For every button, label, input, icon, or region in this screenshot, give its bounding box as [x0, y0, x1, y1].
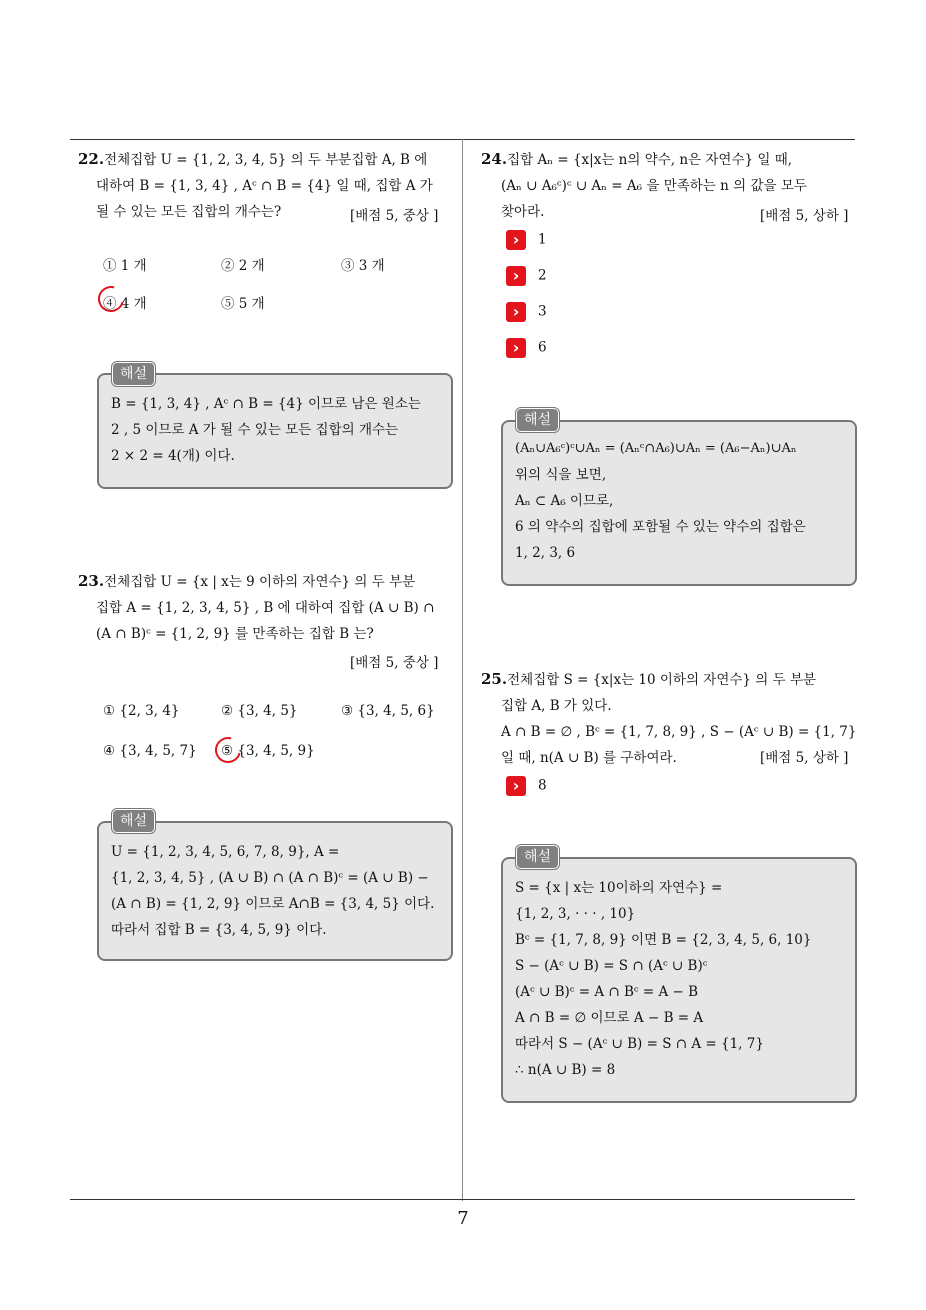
answer-value: 8 — [538, 777, 547, 794]
solution-line: S − (Aᶜ ∪ B) = S ∩ (Aᶜ ∪ B)ᶜ — [515, 958, 708, 974]
solution-line: 따라서 집합 B = {3, 4, 5, 9} 이다. — [111, 922, 327, 938]
solution-line: 위의 식을 보면, — [515, 467, 607, 483]
solution-box-24 — [501, 420, 857, 586]
solution-line: (Aₙ∪A₆ᶜ)ᶜ∪Aₙ = (Aₙᶜ∩A₆)∪Aₙ = (A₆−Aₙ)∪Aₙ — [515, 441, 797, 456]
solution-line: (Aᶜ ∪ B)ᶜ = A ∩ Bᶜ = A − B — [515, 984, 699, 1000]
question-text: 전체집합 U = {1, 2, 3, 4, 5} 의 두 부분집합 A, B 에 — [104, 152, 428, 168]
question-number: 23. — [78, 572, 105, 590]
question-23 — [78, 568, 456, 647]
question-number: 25. — [481, 670, 508, 688]
question-text: 일 때, n(A ∪ B) 를 구하여라. — [501, 750, 677, 766]
solution-line: B = {1, 3, 4} , Aᶜ ∩ B = {4} 이므로 남은 원소는 — [111, 396, 421, 412]
choice-2[interactable]: ② {3, 4, 5} — [221, 703, 298, 719]
question-text: 전체집합 S = {x|x는 10 이하의 자연수} 의 두 부분 — [507, 672, 817, 688]
solution-line: {1, 2, 3, 4, 5} , (A ∪ B) ∩ (A ∩ B)ᶜ = (A ∪ B) − — [111, 870, 429, 886]
points-label: [배점 5, 상하 ] — [760, 750, 849, 766]
question-text: 찾아라. — [501, 204, 545, 220]
chevron-right-icon: › — [506, 776, 526, 796]
solution-box-23 — [97, 821, 453, 961]
solution-tag: 해설 — [112, 809, 155, 833]
solution-line: ∴ n(A ∪ B) = 8 — [515, 1062, 616, 1078]
solution-line: (A ∩ B) = {1, 2, 9} 이므로 A∩B = {3, 4, 5} 이다. — [111, 896, 435, 912]
solution-line: 2 × 2 = 4(개) 이다. — [111, 448, 235, 464]
column-divider — [462, 139, 463, 1201]
solution-line: 1, 2, 3, 6 — [515, 545, 576, 561]
question-text: (A ∩ B)ᶜ = {1, 2, 9} 를 만족하는 집합 B 는? — [96, 626, 374, 642]
question-text: (Aₙ ∪ A₆ᶜ)ᶜ ∪ Aₙ = A₆ 을 만족하는 n 의 값을 모두 — [501, 178, 807, 194]
choice-5[interactable]: ⑤ {3, 4, 5, 9} — [221, 743, 315, 759]
bottom-rule — [70, 1199, 855, 1200]
points-label: [배점 5, 상하 ] — [760, 208, 849, 224]
choice-4[interactable]: ④ 4 개 — [103, 296, 147, 312]
question-text: 집합 A = {1, 2, 3, 4, 5} , B 에 대하여 집합 (A ∪ B) ∩ — [96, 600, 435, 616]
chevron-right-icon: › — [506, 302, 526, 322]
solution-tag: 해설 — [516, 845, 559, 869]
solution-tag: 해설 — [516, 408, 559, 432]
solution-line: Aₙ ⊂ A₆ 이므로, — [515, 493, 614, 509]
choice-1[interactable]: ① {2, 3, 4} — [103, 703, 180, 719]
question-text: 집합 Aₙ = {x|x는 n의 약수, n은 자연수} 일 때, — [507, 152, 793, 168]
page-number: 7 — [457, 1208, 469, 1229]
solution-line: A ∩ B = ∅ 이므로 A − B = A — [515, 1010, 704, 1026]
question-number: 22. — [78, 150, 105, 168]
points-label: [배점 5, 중상 ] — [350, 208, 439, 224]
chevron-right-icon: › — [506, 266, 526, 286]
question-text: 될 수 있는 모든 집합의 개수는? — [96, 204, 282, 220]
question-number: 24. — [481, 150, 508, 168]
choice-4[interactable]: ④ {3, 4, 5, 7} — [103, 743, 197, 759]
question-text: 대하여 B = {1, 3, 4} , Aᶜ ∩ B = {4} 일 때, 집합 A 가 — [96, 178, 433, 194]
solution-line: U = {1, 2, 3, 4, 5, 6, 7, 8, 9}, A = — [111, 844, 340, 860]
question-text: A ∩ B = ∅ , Bᶜ = {1, 7, 8, 9} , S − (Aᶜ ∪ B) = {1, 7} — [501, 724, 857, 740]
solution-line: S = {x | x는 10이하의 자연수} = — [515, 880, 723, 896]
choice-2[interactable]: ② 2 개 — [221, 258, 265, 274]
choice-3[interactable]: ③ {3, 4, 5, 6} — [341, 703, 435, 719]
chevron-right-icon: › — [506, 338, 526, 358]
choice-3[interactable]: ③ 3 개 — [341, 258, 385, 274]
solution-line: 6 의 약수의 집합에 포함될 수 있는 약수의 집합은 — [515, 519, 806, 535]
answer-value: 6 — [538, 339, 547, 356]
solution-box-22 — [97, 373, 453, 489]
solution-line: 2 , 5 이므로 A 가 될 수 있는 모든 집합의 개수는 — [111, 422, 399, 438]
solution-box-25 — [501, 857, 857, 1103]
solution-tag: 해설 — [112, 362, 155, 386]
solution-line: 따라서 S − (Aᶜ ∪ B) = S ∩ A = {1, 7} — [515, 1036, 764, 1052]
answer-value: 2 — [538, 267, 547, 284]
answer-value: 3 — [538, 303, 547, 320]
question-text: 집합 A, B 가 있다. — [501, 698, 612, 714]
answer-value: 1 — [538, 231, 547, 248]
choice-5[interactable]: ⑤ 5 개 — [221, 296, 265, 312]
question-text: 전체집합 U = {x | x는 9 이하의 자연수} 의 두 부분 — [104, 574, 416, 590]
choice-1[interactable]: ① 1 개 — [103, 258, 147, 274]
solution-line: {1, 2, 3, · · · , 10} — [515, 906, 636, 922]
solution-line: Bᶜ = {1, 7, 8, 9} 이면 B = {2, 3, 4, 5, 6, 10} — [515, 932, 812, 948]
chevron-right-icon: › — [506, 230, 526, 250]
points-label: [배점 5, 중상 ] — [350, 655, 439, 671]
